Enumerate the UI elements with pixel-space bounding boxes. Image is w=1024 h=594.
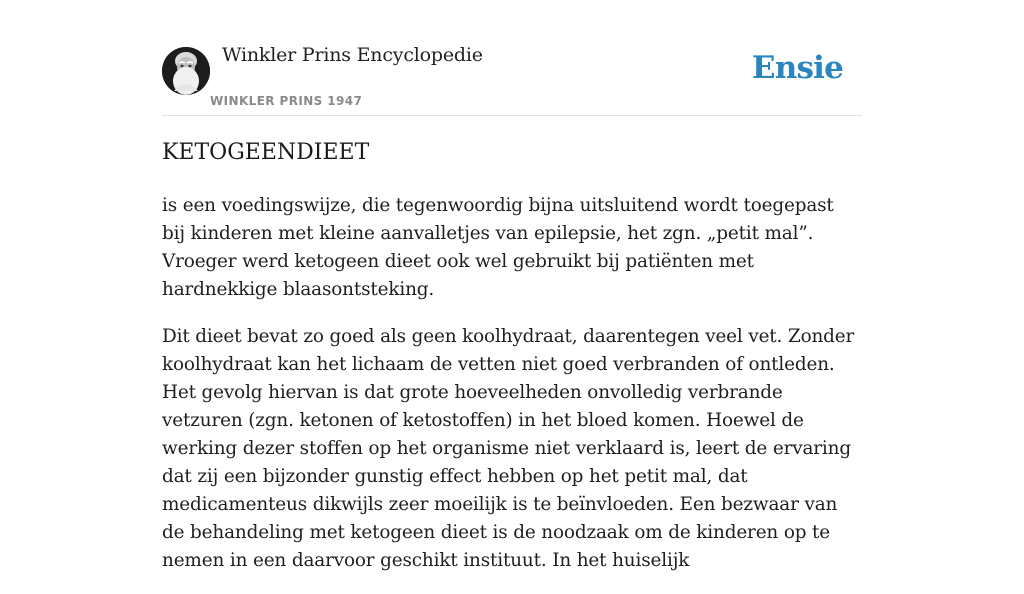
entry-title: KETOGEENDIEET (162, 140, 370, 165)
source-subtitle[interactable]: WINKLER PRINS 1947 (210, 94, 363, 108)
source-avatar[interactable] (162, 47, 210, 95)
source-header (162, 0, 862, 116)
article-card (162, 0, 862, 571)
entry-paragraph: is een voedingswijze, die tegenwoordig bijna uitsluitend wordt toegepast bij kinderen met kleine aanvalletjes van epilepsie, het zgn. „petit mal”. Vroeger werd ketogeen dieet ook wel gebruikt bij patiënten met hardnekkige blaasontsteking. (162, 195, 834, 300)
entry-paragraph: Dit dieet bevat zo goed als geen koolhydraat, daarentegen veel vet. Zonder koolhydraat kan het lichaam de vetten niet goed verbranden of ontleden. Het gevolg hiervan is dat grote hoeveelheden onvolledig verbrande vetzuren (zgn. ketonen of ketostoffen) in het bloed komen. Hoewel de werking dezer stoffen op het organisme niet verklaard is, leert de ervaring dat zij een bijzonder gunstig effect hebben op het petit mal, dat medicamenteus dikwijls zeer moeilijk is te beïnvloeden. Een bezwaar van de behandeling met ketogeen dieet is de noodzaak om de kinderen op te nemen in een daarvoor geschikt instituut. In het huiselijk (162, 326, 855, 571)
source-title[interactable]: Winkler Prins Encyclopedie (222, 44, 483, 66)
entry-body (162, 192, 862, 594)
brand-logo[interactable]: Ensie (751, 50, 843, 86)
portrait-icon (162, 47, 210, 95)
